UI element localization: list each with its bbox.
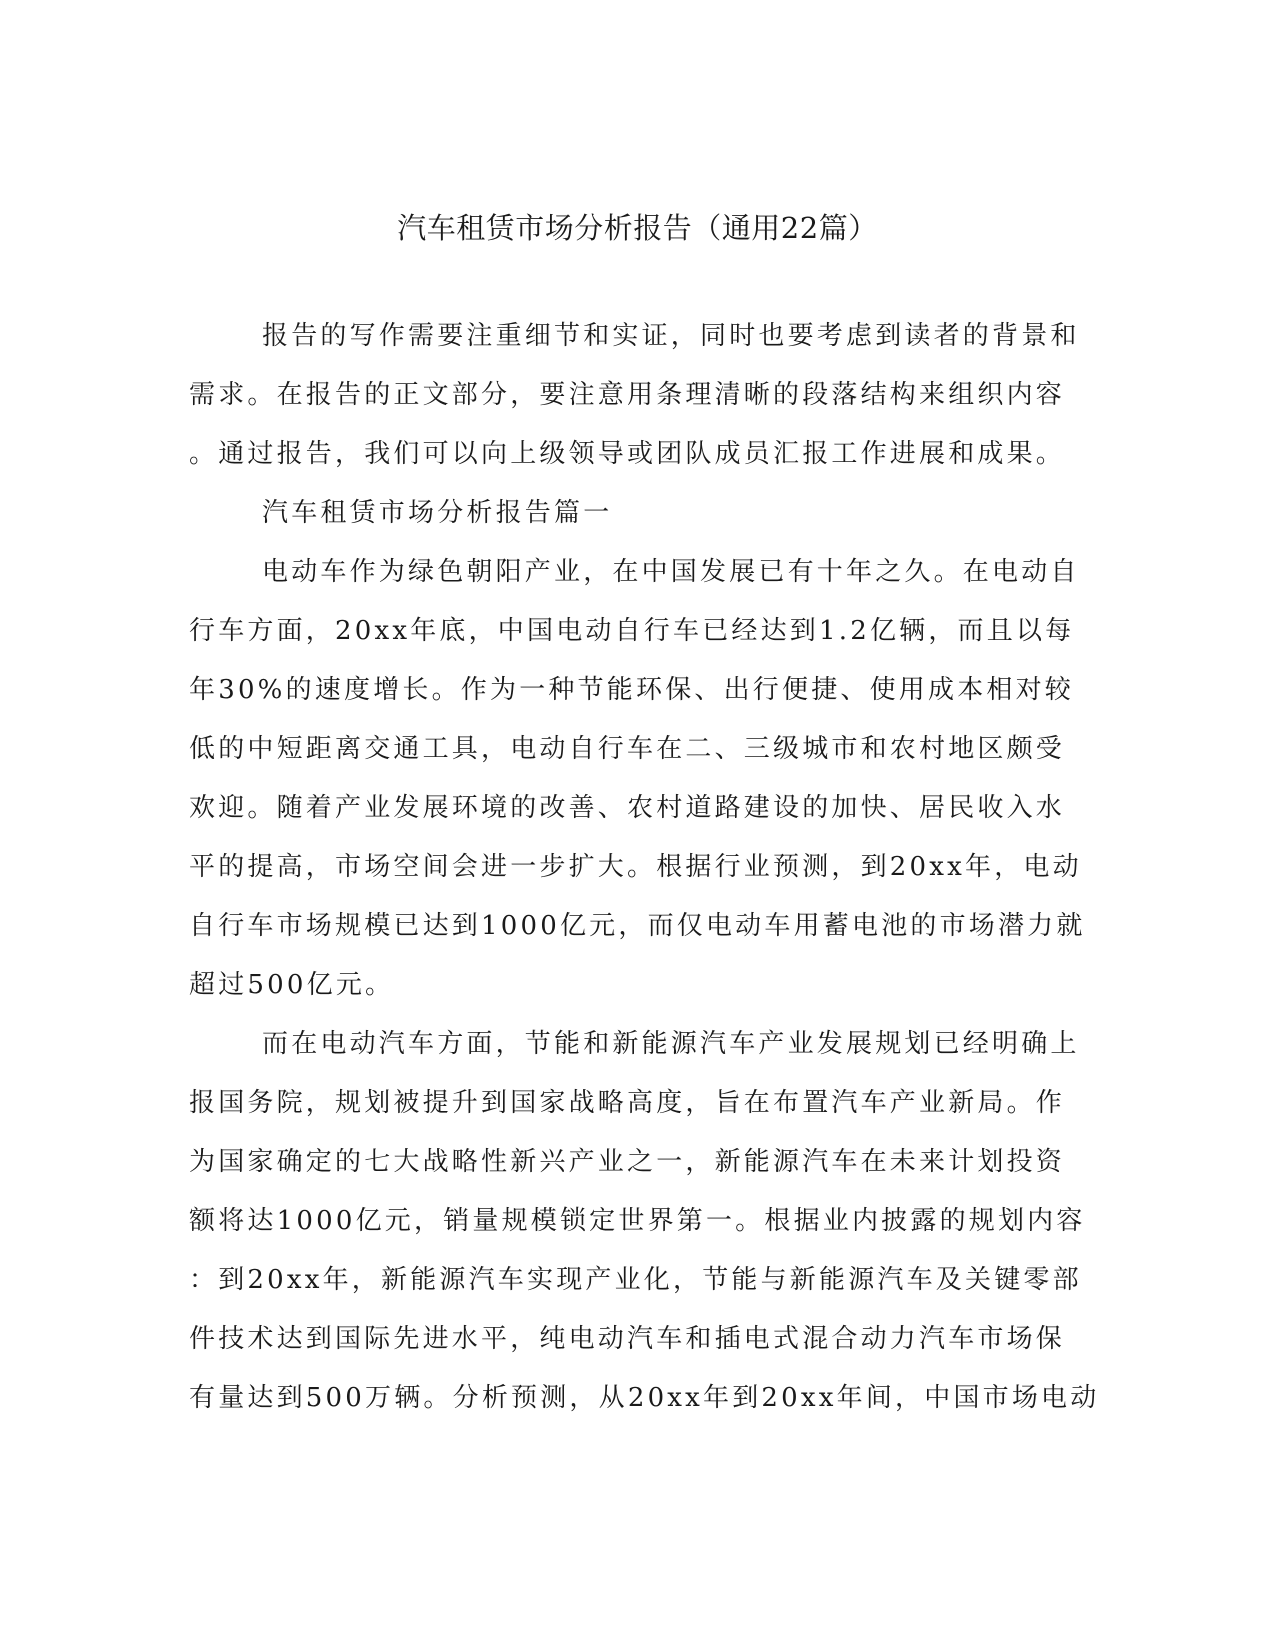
paragraph-line: 报国务院，规划被提升到国家战略高度，旨在布置汽车产业新局。作 bbox=[189, 1088, 1066, 1118]
paragraph-line: 件技术达到国际先进水平，纯电动汽车和插电式混合动力汽车市场保 bbox=[189, 1324, 1066, 1354]
paragraph-line: 报告的写作需要注重细节和实证，同时也要考虑到读者的背景和 bbox=[262, 321, 1080, 351]
paragraph-line: 电动车作为绿色朝阳产业，在中国发展已有十年之久。在电动自 bbox=[262, 557, 1080, 587]
paragraph-line: 超过500亿元。 bbox=[189, 970, 395, 1000]
paragraph-line: 平的提高，市场空间会进一步扩大。根据行业预测，到20xx年，电动 bbox=[189, 852, 1082, 882]
paragraph-line: 欢迎。随着产业发展环境的改善、农村道路建设的加快、居民收入水 bbox=[189, 793, 1066, 823]
paragraph-line: 需求。在报告的正文部分，要注意用条理清晰的段落结构来组织内容 bbox=[189, 380, 1066, 410]
paragraph-line: 年30%的速度增长。作为一种节能环保、出行便捷、使用成本相对较 bbox=[189, 675, 1074, 705]
document-title: 汽车租赁市场分析报告（通用22篇） bbox=[397, 211, 878, 245]
paragraph-line: 行车方面，20xx年底，中国电动自行车已经达到1.2亿辆，而且以每 bbox=[189, 616, 1075, 646]
paragraph-line: 有量达到500万辆。分析预测，从20xx年到20xx年间，中国市场电动 bbox=[189, 1383, 1100, 1413]
paragraph-line: ：到20xx年，新能源汽车实现产业化，节能与新能源汽车及关键零部 bbox=[189, 1265, 1082, 1295]
paragraph-line: 额将达1000亿元，销量规模锁定世界第一。根据业内披露的规划内容 bbox=[189, 1206, 1086, 1236]
paragraph-line: 为国家确定的七大战略性新兴产业之一，新能源汽车在未来计划投资 bbox=[189, 1147, 1066, 1177]
paragraph-line: 而在电动汽车方面，节能和新能源汽车产业发展规划已经明确上 bbox=[262, 1029, 1080, 1059]
paragraph-line: 自行车市场规模已达到1000亿元，而仅电动车用蓄电池的市场潜力就 bbox=[189, 911, 1086, 941]
paragraph-line: 。通过报告，我们可以向上级领导或团队成员汇报工作进展和成果。 bbox=[189, 439, 1066, 469]
paragraph-line: 低的中短距离交通工具，电动自行车在二、三级城市和农村地区颇受 bbox=[189, 734, 1066, 764]
section-heading: 汽车租赁市场分析报告篇一 bbox=[262, 498, 613, 528]
